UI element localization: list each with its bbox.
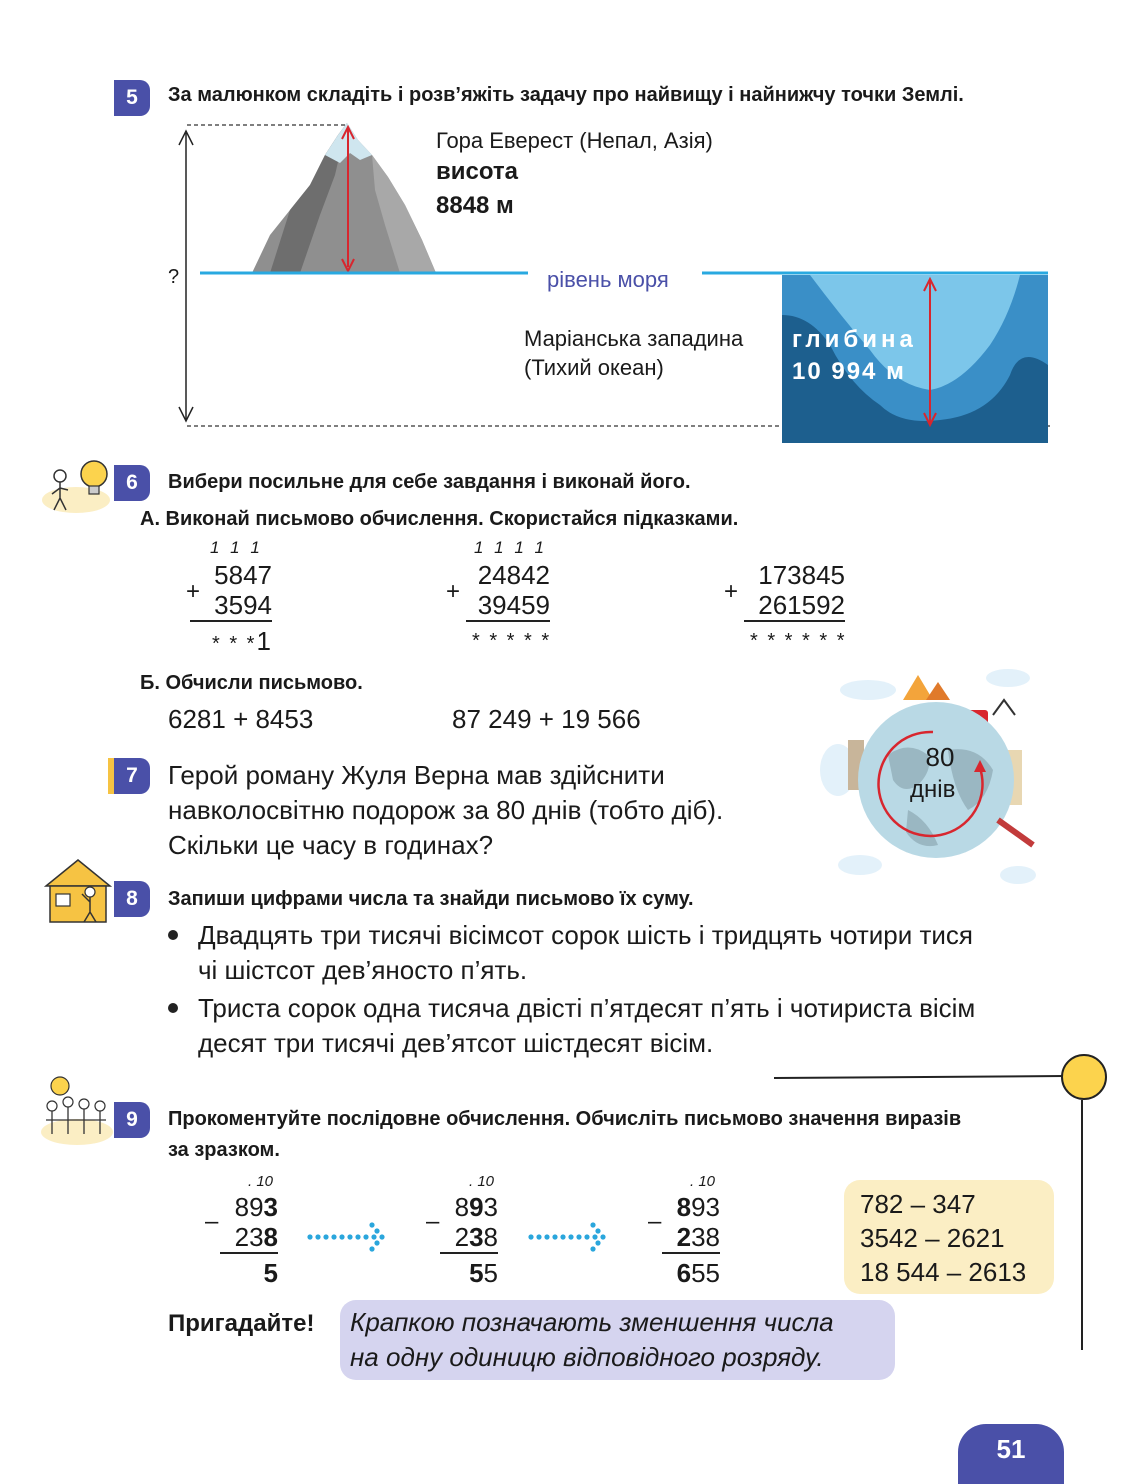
digits: 93 [691,1192,720,1222]
task-number-badge: 5 [114,80,150,116]
current-digit: 3 [263,1192,278,1222]
expression: 18 544 – 2613 [860,1257,1027,1287]
minus-sign: – [648,1208,662,1235]
everest-height-label: висота [436,158,519,185]
remember-note-text: Крапкою позначають зменшення числа [350,1307,834,1337]
task-number-badge: 9 [114,1102,150,1138]
dotted-arrow-icon [306,1220,392,1254]
result-known-digit: 1 [256,626,271,656]
task-text-line: навколосвітню подорож за 80 днів (тобто діб). [168,795,724,825]
current-digit: 8 [676,1192,692,1222]
minus-sign: – [205,1208,219,1235]
trench-depth-label: глибина [792,326,917,353]
task-number-badge: 7 [114,758,150,794]
plus-sign: + [186,578,201,605]
globe-days-number: 80 [925,742,955,772]
bullet-text: Триста сорок одна тисяча двісті п’ятдесят п’ять і чотириста вісім [198,993,976,1023]
current-digit: 2 [676,1222,692,1252]
globe-days-unit: днів [910,776,956,803]
addend-1: 24842 [477,560,550,590]
current-digit: 9 [469,1192,484,1222]
task-title: за зразком. [168,1139,280,1161]
trench-ocean: (Тихий океан) [524,355,664,380]
subtrahend [662,1222,720,1254]
addend-2: 261592 [744,590,845,622]
everest-height-value: 8848 м [436,192,514,219]
result-stars: * * * * * * [750,630,847,652]
difference [440,1258,498,1288]
trench-depth-value: 10 994 м [792,358,906,385]
digits: 38 [691,1222,720,1252]
addend-1: 5847 [214,560,272,590]
difference [220,1258,278,1288]
dotted-arrow-icon [527,1220,613,1254]
sea-level-label: рівень моря [547,267,669,292]
digits: 8 [483,1222,498,1252]
bullet-text: десят три тисячі дев’ятсот шістдесят вісім. [198,1028,714,1058]
task-text-line: Герой роману Жуля Верна мав здійснити [168,760,665,790]
part-b-instruction: Б. Обчисли письмово. [140,672,363,694]
digits: 5 [483,1258,498,1288]
everest-name: Гора Еверест (Непал, Азія) [436,128,713,153]
lightbulb-thinker-icon [40,452,112,514]
task-number-badge: 6 [114,465,150,501]
remember-note-text: на одну одиницю відповідного розряду. [350,1342,824,1372]
plus-sign: + [446,578,461,605]
bullet-text: чі шістсот дев’яносто п’ять. [198,955,528,985]
borrow-mark: . 10 [248,1173,274,1190]
house-writing-icon [42,856,114,926]
difference [662,1258,720,1288]
subtrahend [440,1222,498,1254]
digits: 23 [234,1222,264,1252]
borrow-mark: . 10 [469,1173,495,1190]
minus-sign: – [426,1208,440,1235]
task-text-line: Скільки це часу в годинах? [168,830,494,860]
addend-1: 173845 [758,560,845,590]
expression: 782 – 347 [860,1189,976,1219]
part-a-instruction: А. Виконай письмово обчислення. Скористайся підказками. [140,508,739,530]
group-discussion-icon [38,1074,116,1146]
expression: 6281 + 8453 [168,704,314,734]
addend-2: 39459 [466,590,550,622]
expression: 87 249 + 19 566 [452,704,641,734]
bullet-text: Двадцять три тисячі вісімсот сорок шість і тридцять чотири тися [198,920,974,950]
current-digit: 6 [676,1258,692,1288]
carry-digits: 1 1 1 1 [474,538,547,557]
borrow-mark: . 10 [690,1173,716,1190]
globe-illustration [808,660,1048,890]
digits: 3 [483,1192,498,1222]
digits: 89 [234,1192,264,1222]
task-title: Прокоментуйте послідовне обчислення. Обчисліть письмово значення виразів [168,1108,962,1130]
expression: 3542 – 2621 [860,1223,1005,1253]
subtrahend [220,1222,278,1254]
addend-2: 3594 [190,590,272,622]
minuend [220,1192,278,1222]
digits: 55 [691,1258,720,1288]
carry-digits: 1 1 1 [210,538,263,557]
current-digit: 5 [263,1258,278,1288]
task-title: Запиши цифрами числа та знайди письмово їх суму. [168,888,694,910]
bullet-icon [168,1003,178,1013]
task-number-badge: 8 [114,881,150,917]
bullet-icon [168,930,178,940]
digits: 8 [454,1192,470,1222]
current-digit: 3 [469,1222,484,1252]
result-stars: * * * * * [472,630,552,652]
minuend [662,1192,720,1222]
current-digit: 5 [469,1258,484,1288]
unknown-question-mark: ? [168,266,180,288]
current-digit: 8 [263,1222,278,1252]
trench-name: Маріанська западина [524,326,744,351]
minuend [440,1192,498,1222]
remember-label: Пригадайте! [168,1310,315,1337]
task-title: За малюнком складіть і розв’яжіть задачу про найвищу і найнижчу точки Землі. [168,84,964,106]
task-title: Вибери посильне для себе завдання і виконай його. [168,471,691,493]
page-number: 51 [996,1434,1026,1464]
digits: 2 [454,1222,470,1252]
result-stars: * * * [212,633,257,655]
result-hint [212,626,271,657]
plus-sign: + [724,578,739,605]
